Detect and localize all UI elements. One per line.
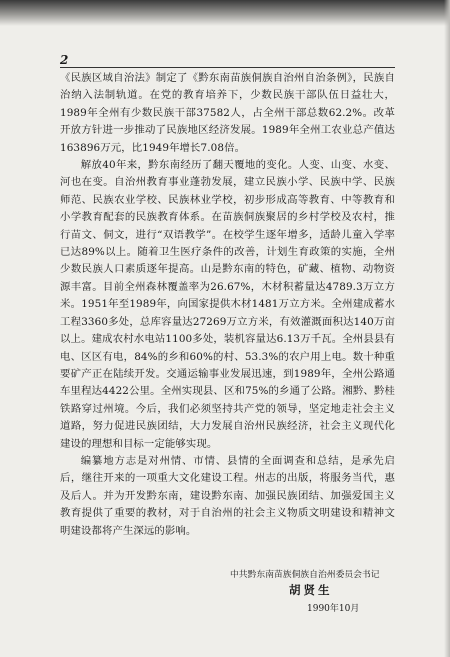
body-text — [60, 70, 395, 540]
page-number: 2 — [60, 53, 69, 67]
paragraph-3: 编纂地方志是对州情、市情、县情的全面调查和总结，是承先启后，继往开来的一项重大文化建设工程。州志的出版，将服务当代，惠及后人。并为开发黔东南，建设黔东南、加强民族团结、加强爱国主义教育提供了重要的教材，对于自治州的社会主义物质文明建设和精神文明建设都将产生深远的影响。 — [60, 454, 395, 537]
signature-name: 胡贤生 — [289, 583, 333, 597]
signature-organization: 中共黔东南苗族侗族自治州委员会书记 — [230, 570, 380, 580]
scan-edge-shadow — [444, 0, 450, 657]
paragraph-2: 解放40年来，黔东南经历了翻天覆地的变化。人变、山变、水变、河也在变。自治州教育事业蓬勃发展，建立民族小学、民族中学、民族师范、民族农业学校、民族林业学校，初步形成高等教育、中等教育和小学教育配套的民族教育体系。在苗族侗族聚居的乡村学校及农村，推行苗文、侗文，进行“双语教学”。在校学生逐年增多，适龄儿童入学率已达89%以上。随着卫生医疗条件的改善，计划生育政策的实施，全州少数民族人口素质逐年提高。山是黔东南的特色，矿藏、植物、动物资源丰富。目前全州森林覆盖率为26.67%，木材积蓄量达4789.3万立方米。1951年至1989年，向国家提供木材1481万立方米。全州建成蓄水工程3360多处，总库容量达27269万立方米，有效灌溉面积达140万亩以上。建成农村水电站1100多处，装机容量达6.13万千瓦。全州县县有电、区区有电，84%的乡和60%的村、53.3%的农户用上电。数十种重要矿产正在陆续开发。交通运输事业发展迅速，到1989年，全州公路通车里程达4422公里。全州实现县、区和75%的乡通了公路。湘黔、黔桂铁路穿过州境。今后，我们必须坚持共产党的领导，坚定地走社会主义道路，努力促进民族团结，大力发展自治州民族经济，社会主义现代化建设的理想和目标一定能够实现。 — [60, 159, 395, 450]
header-rule — [60, 67, 395, 68]
signature-date: 1990年10月 — [307, 604, 360, 614]
scan-top-shadow — [0, 0, 450, 26]
paragraph-1: 《民族区域自治法》制定了《黔东南苗族侗族自治州自治条例》，民族自治纳入法制轨道。在党的教育培养下，少数民族干部队伍日益壮大，1989年全州有少数民族干部37582人，占全州干部总数62.2%。改革开放方针进一步推动了民族地区经济发展。1989年全州工农业总产值达163896万元，比1949年增长7.08倍。 — [60, 72, 395, 154]
